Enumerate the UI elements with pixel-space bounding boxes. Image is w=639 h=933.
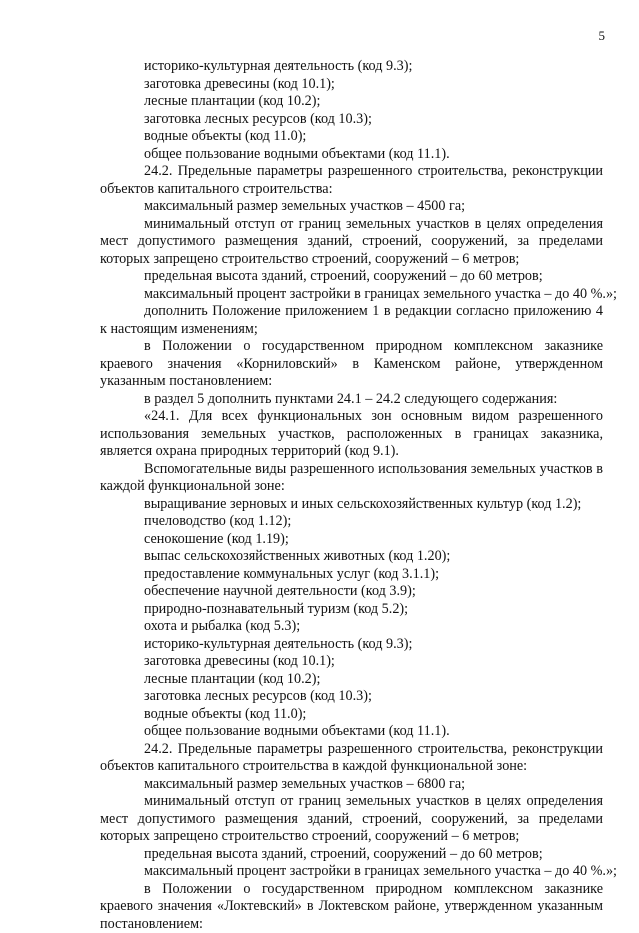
list-item: обеспечение научной деятельности (код 3.9); xyxy=(100,583,603,601)
list-item: водные объекты (код 11.0); xyxy=(100,128,603,146)
list-item: водные объекты (код 11.0); xyxy=(100,706,603,724)
document-body xyxy=(100,58,603,933)
list-item: предельная высота зданий, строений, сооружений – до 60 метров; xyxy=(100,268,603,286)
list-item: выращивание зерновых и иных сельскохозяйственных культур (код 1.2); xyxy=(100,496,603,514)
paragraph: минимальный отступ от границ земельных участков в целях определения мест допустимого размещения зданий, строений, сооружений, за пределами которых запрещено строительство строений, сооружений – 6 метров; xyxy=(100,793,603,846)
list-item: максимальный размер земельных участков – 6800 га; xyxy=(100,776,603,794)
paragraph: 24.2. Предельные параметры разрешенного строительства, реконструкции объектов капитального строительства: xyxy=(100,163,603,198)
paragraph: в Положении о государственном природном комплексном заказнике краевого значения «Локтевский» в Локтевском районе, утвержденном указанным постановлением: xyxy=(100,881,603,933)
list-item: лесные плантации (код 10.2); xyxy=(100,93,603,111)
list-item: охота и рыбалка (код 5.3); xyxy=(100,618,603,636)
list-item: историко-культурная деятельность (код 9.3); xyxy=(100,58,603,76)
list-item: заготовка древесины (код 10.1); xyxy=(100,76,603,94)
list-item: заготовка древесины (код 10.1); xyxy=(100,653,603,671)
paragraph: «24.1. Для всех функциональных зон основным видом разрешенного использования земельных участков, расположенных в границах заказника, является охрана природных территорий (код 9.1). xyxy=(100,408,603,461)
paragraph: в Положении о государственном природном комплексном заказнике краевого значения «Корниловский» в Каменском районе, утвержденном указанным постановлением: xyxy=(100,338,603,391)
list-item: максимальный размер земельных участков – 4500 га; xyxy=(100,198,603,216)
list-item: максимальный процент застройки в границах земельного участка – до 40 %.»; xyxy=(100,863,603,881)
list-item: общее пользование водными объектами (код 11.1). xyxy=(100,723,603,741)
list-item: предельная высота зданий, строений, сооружений – до 60 метров; xyxy=(100,846,603,864)
list-item: природно-познавательный туризм (код 5.2); xyxy=(100,601,603,619)
paragraph: дополнить Положение приложением 1 в редакции согласно приложению 4 к настоящим изменениям; xyxy=(100,303,603,338)
list-item: заготовка лесных ресурсов (код 10.3); xyxy=(100,111,603,129)
page-number: 5 xyxy=(599,28,606,44)
list-item: предоставление коммунальных услуг (код 3.1.1); xyxy=(100,566,603,584)
list-item: заготовка лесных ресурсов (код 10.3); xyxy=(100,688,603,706)
list-item: сенокошение (код 1.19); xyxy=(100,531,603,549)
list-item: общее пользование водными объектами (код 11.1). xyxy=(100,146,603,164)
paragraph: минимальный отступ от границ земельных участков в целях определения мест допустимого размещения зданий, строений, сооружений, за пределами которых запрещено строительство строений, сооружений – 6 метров; xyxy=(100,216,603,269)
list-item: лесные плантации (код 10.2); xyxy=(100,671,603,689)
list-item: максимальный процент застройки в границах земельного участка – до 40 %.»; xyxy=(100,286,603,304)
list-item: историко-культурная деятельность (код 9.3); xyxy=(100,636,603,654)
paragraph: 24.2. Предельные параметры разрешенного строительства, реконструкции объектов капитального строительства в каждой функциональной зоне: xyxy=(100,741,603,776)
list-item: пчеловодство (код 1.12); xyxy=(100,513,603,531)
list-item: в раздел 5 дополнить пунктами 24.1 – 24.2 следующего содержания: xyxy=(100,391,603,409)
list-item: выпас сельскохозяйственных животных (код 1.20); xyxy=(100,548,603,566)
paragraph: Вспомогательные виды разрешенного использования земельных участков в каждой функциональной зоне: xyxy=(100,461,603,496)
